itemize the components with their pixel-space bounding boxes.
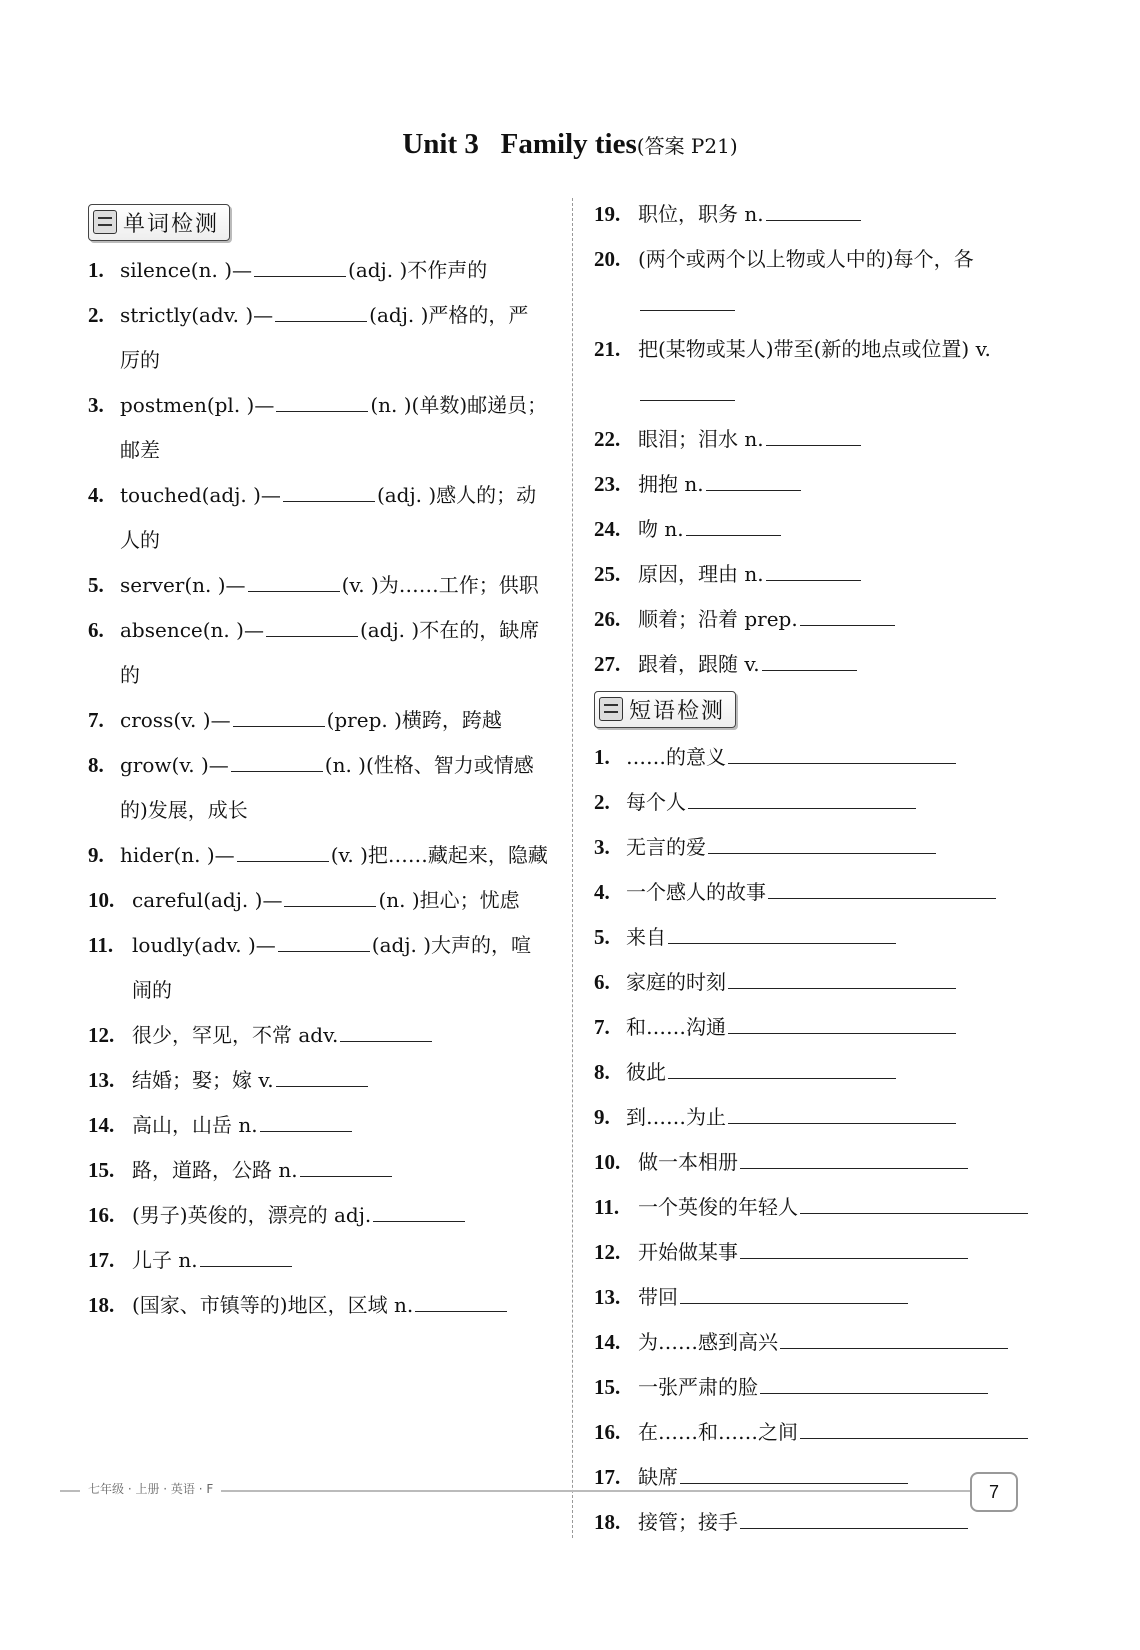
item-text: [638, 597, 1054, 642]
answer-blank[interactable]: [276, 1064, 368, 1087]
item-prompt: cross(v. )—: [120, 708, 231, 732]
item-text: [638, 1140, 1054, 1185]
phrase-item: [594, 1140, 1054, 1185]
item-prompt: 家庭的时刻: [626, 970, 726, 994]
answer-blank[interactable]: [283, 479, 375, 502]
answer-blank[interactable]: [686, 513, 781, 536]
item-number: 9.: [594, 1105, 610, 1129]
phrase-item: [594, 915, 1054, 960]
item-prompt: hider(n. )—: [120, 843, 235, 867]
item-gloss: (v. )把……藏起来，隐藏: [330, 843, 548, 867]
phrase-item: [594, 1005, 1054, 1050]
item-number: 16.: [594, 1420, 621, 1444]
item-number: 1.: [88, 258, 104, 282]
item-text: [638, 237, 1054, 327]
word-item: [88, 1283, 548, 1328]
item-prompt: 顺着；沿着 prep.: [638, 607, 798, 631]
item-prompt: silence(n. )—: [120, 258, 253, 282]
answer-blank[interactable]: [728, 1011, 956, 1034]
item-number: 15.: [594, 1375, 621, 1399]
item-number: 4.: [88, 483, 104, 507]
item-number: 1.: [594, 745, 610, 769]
item-text: [626, 1095, 1054, 1140]
item-prompt: 在……和……之间: [638, 1420, 798, 1444]
answer-blank[interactable]: [800, 1191, 1028, 1214]
item-number: 15.: [88, 1158, 115, 1182]
item-gloss: (n. )(性格、智力或情感的)发展，成长: [120, 753, 534, 822]
phrase-item: [594, 780, 1054, 825]
answer-blank[interactable]: [680, 1281, 908, 1304]
item-prompt: 接管；接手: [638, 1510, 738, 1534]
answer-blank[interactable]: [300, 1154, 392, 1177]
answer-blank[interactable]: [762, 648, 857, 671]
item-prompt: 路，道路，公路 n.: [132, 1158, 298, 1182]
item-number: 11.: [88, 933, 114, 957]
answer-blank[interactable]: [254, 254, 346, 277]
word-item: [88, 1058, 548, 1103]
answer-blank[interactable]: [706, 468, 801, 491]
item-text: [120, 473, 548, 563]
word-item: [88, 383, 548, 473]
item-number: 6.: [594, 970, 610, 994]
item-gloss: (v. )为……工作；供职: [341, 573, 539, 597]
answer-blank[interactable]: [266, 614, 358, 637]
page-number: 7: [970, 1472, 1018, 1512]
item-text: [638, 192, 1054, 237]
phrase-item: [594, 825, 1054, 870]
item-prompt: 每个人: [626, 790, 686, 814]
item-text: [638, 1320, 1054, 1365]
word-item: [88, 1193, 548, 1238]
item-text: [120, 608, 548, 698]
item-number: 12.: [88, 1023, 115, 1047]
item-prompt: 缺席: [638, 1465, 678, 1489]
answer-blank[interactable]: [640, 288, 735, 311]
item-number: 14.: [88, 1113, 115, 1137]
item-number: 22.: [594, 427, 621, 451]
item-number: 13.: [88, 1068, 115, 1092]
item-text: [626, 735, 1054, 780]
word-list-left: [88, 248, 548, 1328]
answer-blank[interactable]: [766, 198, 861, 221]
item-prompt: 来自: [626, 925, 666, 949]
answer-blank[interactable]: [275, 299, 367, 322]
item-prompt: 到……为止: [626, 1105, 726, 1129]
item-number: 24.: [594, 517, 621, 541]
item-prompt: 一个英俊的年轻人: [638, 1195, 798, 1219]
word-item: [594, 507, 1054, 552]
answer-blank[interactable]: [276, 389, 368, 412]
item-number: 13.: [594, 1285, 621, 1309]
item-text: [626, 1050, 1054, 1095]
section-header-box: [594, 691, 736, 728]
item-prompt: ……的意义: [626, 745, 726, 769]
word-item: [594, 327, 1054, 417]
answer-blank[interactable]: [200, 1244, 292, 1267]
item-text: [626, 960, 1054, 1005]
checklist-icon: [599, 697, 623, 721]
item-text: [638, 1185, 1054, 1230]
item-prompt: (男子)英俊的，漂亮的 adj.: [132, 1203, 372, 1227]
answer-blank[interactable]: [248, 569, 340, 592]
word-item: [88, 1103, 548, 1148]
footer-grade-tag: 七年级 · 上册 · 英语 · F: [80, 1480, 221, 1497]
item-number: 4.: [594, 880, 610, 904]
section-header-box: [88, 204, 230, 241]
item-prompt: 一个感人的故事: [626, 880, 766, 904]
item-number: 26.: [594, 607, 621, 631]
item-number: 19.: [594, 202, 621, 226]
item-prompt: 一张严肃的脸: [638, 1375, 758, 1399]
item-text: [120, 293, 548, 383]
word-item: [594, 597, 1054, 642]
answer-blank[interactable]: [728, 1101, 956, 1124]
answer-blank[interactable]: [800, 1416, 1028, 1439]
item-number: 2.: [88, 303, 104, 327]
item-text: [638, 1275, 1054, 1320]
item-text: [120, 383, 548, 473]
phrase-item: [594, 1185, 1054, 1230]
item-prompt: 眼泪；泪水 n.: [638, 427, 764, 451]
word-item: [88, 293, 548, 383]
item-text: [626, 780, 1054, 825]
item-text: [132, 1193, 548, 1238]
phrase-item: [594, 1095, 1054, 1140]
section-label: 单词检测: [123, 211, 220, 237]
word-item: [88, 248, 548, 293]
item-prompt: (两个或两个以上物或人中的)每个，各: [638, 247, 974, 271]
item-gloss: (adj. )严格的，严厉的: [120, 303, 529, 372]
item-text: [638, 552, 1054, 597]
section-phrase-check: [594, 691, 1054, 727]
item-number: 27.: [594, 652, 621, 676]
answer-blank[interactable]: [768, 876, 996, 899]
item-text: [132, 1238, 548, 1283]
answer-blank[interactable]: [340, 1019, 432, 1042]
item-prompt: 开始做某事: [638, 1240, 738, 1264]
item-text: [120, 563, 548, 608]
item-prompt: 吻 n.: [638, 517, 684, 541]
item-prompt: server(n. )—: [120, 573, 246, 597]
item-text: [638, 1410, 1054, 1455]
item-gloss: (n. )担心；忧虑: [378, 888, 520, 912]
item-prompt: 带回: [638, 1285, 678, 1309]
item-text: [132, 923, 548, 1013]
phrase-item: [594, 1275, 1054, 1320]
item-number: 21.: [594, 337, 621, 361]
answer-blank[interactable]: [740, 1236, 968, 1259]
answer-blank[interactable]: [278, 929, 370, 952]
item-number: 17.: [88, 1248, 115, 1272]
item-number: 12.: [594, 1240, 621, 1264]
item-number: 10.: [594, 1150, 621, 1174]
item-number: 2.: [594, 790, 610, 814]
item-text: [132, 1103, 548, 1148]
answer-blank[interactable]: [415, 1289, 507, 1312]
answer-blank[interactable]: [728, 741, 956, 764]
item-prompt: 为……感到高兴: [638, 1330, 778, 1354]
phrase-item: [594, 1320, 1054, 1365]
phrase-item: [594, 1365, 1054, 1410]
item-prompt: 职位，职务 n.: [638, 202, 764, 226]
item-gloss: (adj. )大声的，喧闹的: [132, 933, 532, 1002]
word-item: [88, 743, 548, 833]
item-text: [120, 833, 548, 878]
item-text: [626, 870, 1054, 915]
item-prompt: loudly(adv. )—: [132, 933, 276, 957]
item-text: [120, 743, 548, 833]
phrase-list: [594, 735, 1054, 1545]
word-item: [88, 1013, 548, 1058]
item-text: [626, 825, 1054, 870]
item-prompt: grow(v. )—: [120, 753, 229, 777]
word-item: [594, 417, 1054, 462]
word-item: [88, 698, 548, 743]
item-prompt: (国家、市镇等的)地区，区域 n.: [132, 1293, 414, 1317]
item-number: 18.: [594, 1510, 621, 1534]
item-number: 6.: [88, 618, 104, 642]
item-gloss: (adj. )不在的，缺席的: [120, 618, 540, 687]
item-prompt: 彼此: [626, 1060, 666, 1084]
item-text: [626, 915, 1054, 960]
item-prompt: 儿子 n.: [132, 1248, 198, 1272]
word-item: [594, 462, 1054, 507]
item-number: 3.: [88, 393, 104, 417]
item-number: 11.: [594, 1195, 620, 1219]
item-prompt: 无言的爱: [626, 835, 706, 859]
item-number: 9.: [88, 843, 104, 867]
phrase-item: [594, 960, 1054, 1005]
word-item: [88, 473, 548, 563]
answer-blank[interactable]: [260, 1109, 352, 1132]
item-number: 5.: [594, 925, 610, 949]
answer-blank[interactable]: [680, 1461, 908, 1484]
item-prompt: postmen(pl. )—: [120, 393, 275, 417]
item-text: [132, 1283, 548, 1328]
item-text: [638, 1230, 1054, 1275]
item-number: 8.: [88, 753, 104, 777]
checklist-icon: [93, 210, 117, 234]
item-prompt: 拥抱 n.: [638, 472, 704, 496]
item-prompt: touched(adj. )—: [120, 483, 281, 507]
answer-blank[interactable]: [780, 1326, 1008, 1349]
column-divider: [572, 198, 573, 1538]
word-item: [88, 1238, 548, 1283]
word-item: [88, 923, 548, 1013]
answer-blank[interactable]: [231, 749, 323, 772]
phrase-item: [594, 1410, 1054, 1455]
answer-blank[interactable]: [237, 839, 329, 862]
item-text: [132, 1058, 548, 1103]
phrase-item: [594, 1050, 1054, 1095]
item-number: 20.: [594, 247, 621, 271]
answer-blank[interactable]: [233, 704, 325, 727]
word-item: [88, 878, 548, 923]
item-prompt: 把(某物或某人)带至(新的地点或位置) v.: [638, 337, 991, 361]
item-number: 17.: [594, 1465, 621, 1489]
answer-blank[interactable]: [800, 603, 895, 626]
phrase-item: [594, 870, 1054, 915]
item-prompt: strictly(adv. )—: [120, 303, 274, 327]
item-prompt: 和……沟通: [626, 1015, 726, 1039]
word-item: [88, 1148, 548, 1193]
item-gloss: (prep. )横跨，跨越: [326, 708, 502, 732]
word-list-right: [594, 192, 1054, 687]
item-number: 25.: [594, 562, 621, 586]
answer-blank[interactable]: [668, 921, 896, 944]
answer-note: (答案 P21): [636, 134, 738, 158]
item-text: [132, 878, 548, 923]
unit-title: Unit 3 Family ties: [402, 128, 637, 160]
item-number: 23.: [594, 472, 621, 496]
item-text: [638, 1365, 1054, 1410]
answer-blank[interactable]: [740, 1146, 968, 1169]
item-text: [638, 642, 1054, 687]
item-prompt: absence(n. )—: [120, 618, 264, 642]
right-column: [594, 192, 1054, 1545]
item-text: [626, 1005, 1054, 1050]
item-prompt: 做一本相册: [638, 1150, 738, 1174]
item-number: 5.: [88, 573, 104, 597]
item-text: [132, 1013, 548, 1058]
item-prompt: 跟着，跟随 v.: [638, 652, 760, 676]
item-gloss: (n. )(单数)邮递员；邮差: [120, 393, 548, 462]
word-item: [594, 642, 1054, 687]
item-number: 10.: [88, 888, 115, 912]
item-prompt: 很少，罕见，不常 adv.: [132, 1023, 339, 1047]
answer-blank[interactable]: [740, 1506, 968, 1529]
answer-blank[interactable]: [688, 786, 916, 809]
item-text: [638, 417, 1054, 462]
item-number: 18.: [88, 1293, 115, 1317]
item-text: [638, 327, 1054, 417]
item-prompt: careful(adj. )—: [132, 888, 283, 912]
answer-blank[interactable]: [766, 558, 861, 581]
answer-blank[interactable]: [760, 1371, 988, 1394]
answer-blank[interactable]: [728, 966, 956, 989]
phrase-item: [594, 735, 1054, 780]
answer-blank[interactable]: [284, 884, 376, 907]
item-number: 14.: [594, 1330, 621, 1354]
answer-blank[interactable]: [766, 423, 861, 446]
item-number: 7.: [88, 708, 104, 732]
phrase-item: [594, 1230, 1054, 1275]
answer-blank[interactable]: [708, 831, 936, 854]
answer-blank[interactable]: [668, 1056, 896, 1079]
item-gloss: (adj. )感人的；动人的: [120, 483, 537, 552]
word-item: [88, 608, 548, 698]
word-item: [88, 563, 548, 608]
item-text: [132, 1148, 548, 1193]
page-title: [0, 128, 1140, 161]
answer-blank[interactable]: [373, 1199, 465, 1222]
word-item: [594, 552, 1054, 597]
left-column: [88, 200, 548, 1328]
section-word-check: [88, 204, 548, 240]
word-item: [594, 192, 1054, 237]
item-number: 8.: [594, 1060, 610, 1084]
section-label: 短语检测: [629, 698, 726, 724]
item-number: 16.: [88, 1203, 115, 1227]
item-gloss: (adj. )不作声的: [348, 258, 488, 282]
item-text: [638, 507, 1054, 552]
item-prompt: 高山，山岳 n.: [132, 1113, 258, 1137]
item-text: [120, 248, 548, 293]
item-text: [120, 698, 548, 743]
item-number: 7.: [594, 1015, 610, 1039]
item-prompt: 原因，理由 n.: [638, 562, 764, 586]
item-number: 3.: [594, 835, 610, 859]
answer-blank[interactable]: [640, 378, 735, 401]
item-text: [638, 462, 1054, 507]
word-item: [594, 237, 1054, 327]
item-prompt: 结婚；娶；嫁 v.: [132, 1068, 274, 1092]
word-item: [88, 833, 548, 878]
